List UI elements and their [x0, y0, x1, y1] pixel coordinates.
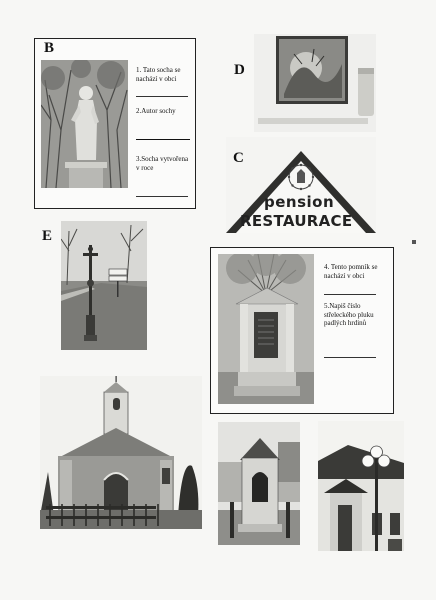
answer-line-4[interactable] [324, 294, 376, 295]
chapel-photo [40, 376, 202, 529]
sign-text-pension: pension [264, 193, 335, 211]
answer-line-1[interactable] [136, 96, 188, 97]
question-5-regiment: 5.Napiš číslo střeleckého pluku padlých hrdinů [324, 302, 374, 327]
margin-mark [412, 240, 416, 244]
sign-text-restaurace: RESTAURACE [240, 212, 353, 230]
roadside-cross-photo [61, 221, 147, 350]
section-letter-d: D [234, 62, 245, 78]
wall-painting-photo [254, 34, 376, 132]
question-3-year: 3.Socha vytvořena v roce [136, 155, 189, 172]
question-4-location: 4. Tento pomník se nachází v obci [324, 263, 378, 280]
building-with-lamp-photo [318, 421, 404, 551]
question-2-author: 2.Autor sochy [136, 107, 176, 115]
wayside-chapel-photo [218, 422, 300, 545]
answer-line-2[interactable] [136, 139, 190, 140]
question-1-location: 1. Tato socha se nachází v obci [136, 66, 181, 83]
statue-photo [41, 60, 128, 188]
war-memorial-photo [218, 254, 314, 404]
section-letter-c: C [233, 150, 244, 166]
answer-line-5[interactable] [324, 357, 376, 358]
section-letter-b: B [44, 40, 55, 56]
section-letter-e: E [42, 228, 53, 244]
answer-line-3[interactable] [136, 196, 188, 197]
